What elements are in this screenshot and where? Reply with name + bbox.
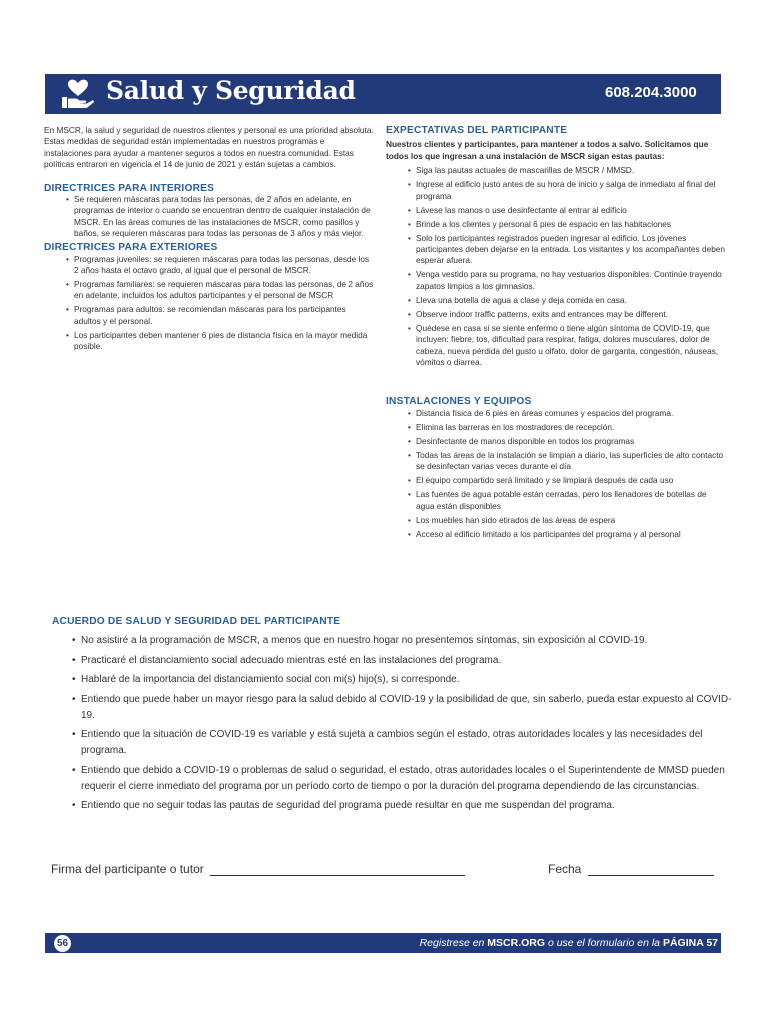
list-item: • Quédese en casa si se siente enfermo o tiene algún síntoma de COVID-19, que incluyen: fiebre, tos, dificultad para respirar, fatiga, dolores musculares, dolor de cabeza, nueva pérdida del gusto u olfato, dolor de garganta, congestión, náuseas, vómitos o diarrea. bbox=[386, 323, 726, 369]
phone-number: 608.204.3000 bbox=[605, 84, 697, 101]
page-reference: PÁGINA 57 bbox=[662, 937, 718, 949]
list-item: • Distancia física de 6 pies en áreas comunes y espacios del programa. bbox=[386, 408, 726, 419]
site-link[interactable]: MSCR.ORG bbox=[487, 937, 546, 949]
list-item: • Entiendo que no seguir todas las pautas de seguridad del programa puede resultar en que me suspendan del programa. bbox=[52, 798, 732, 814]
right-column bbox=[386, 125, 726, 543]
agreement-heading: ACUERDO DE SALUD Y SEGURIDAD DEL PARTICIPANTE bbox=[52, 616, 341, 627]
list-item: • Los participantes deben mantener 6 pies de distancia física en la mayor medida posible. bbox=[44, 330, 374, 353]
list-item: • Lávese las manos o use desinfectante al entrar al edificio bbox=[386, 205, 726, 216]
indoor-heading: DIRECTRICES PARA INTERIORES bbox=[44, 182, 215, 194]
list-item: • Solo los participantes registrados pueden ingresar al edificio. Los jóvenes participantes deben dejarse en la entrada. Los visitantes y los acompañantes deben esperar afuera. bbox=[386, 233, 726, 267]
list-item: • Programas juveniles: se requieren máscaras para todas las personas, desde los 2 años hasta el octavo grado, al igual que el personal de MSCR. bbox=[44, 254, 374, 277]
list-item: • Entiendo que la situación de COVID-19 es variable y está sujeta a cambios según el estado, otras autoridades locales y las necesidades del programa. bbox=[52, 727, 732, 759]
signature-field[interactable] bbox=[51, 862, 465, 876]
list-item: • Ingrese al edificio justo antes de su hora de inicio y salga de inmediato al final del programa bbox=[386, 179, 726, 202]
list-item: • Brinde a los clientes y personal 6 pies de espacio en las habitaciones bbox=[386, 219, 726, 230]
list-item: • Programas familiares: se requieren máscaras para todas las personas, de 2 años en adelante, incluidos los adultos participantes y el personal de MSCR bbox=[44, 279, 374, 302]
outdoor-heading: DIRECTRICES PARA EXTERIORES bbox=[44, 242, 218, 254]
facilities-heading: INSTALACIONES Y EQUIPOS bbox=[386, 396, 532, 408]
expectations-heading: EXPECTATIVAS DEL PARTICIPANTE bbox=[386, 125, 568, 136]
list-item: • Entiendo que debido a COVID-19 o problemas de salud o seguridad, el estado, otras autoridades locales o el Superintendente de MMSD pueden requerir el cierre inmediato del programa por un período corto de tiempo o por la duración del programa dependiendo de las circunstancias. bbox=[52, 763, 732, 795]
intro-paragraph: En MSCR, la salud y seguridad de nuestros clientes y personal es una prioridad absoluta. Estas medidas de seguridad están implementadas en nuestros programas e instalaciones para ayudar a mantener seguros a todos en nuestra comunidad. Estas políticas entraron en vigencia el 14 de junio de 2021 y están sujetas a cambios. bbox=[44, 125, 374, 170]
list-item: • Los muebles han sido etirados de las áreas de espera bbox=[386, 515, 726, 526]
list-item: • Desinfectante de manos disponible en todos los programas bbox=[386, 436, 726, 447]
list-item: • Acceso al edificio limitado a los participantes del programa y al personal bbox=[386, 529, 726, 540]
facilities-list bbox=[386, 408, 726, 540]
footer-text bbox=[420, 937, 718, 949]
list-item: • El equipo compartido será limitado y se limpiará después de cada uso bbox=[386, 475, 726, 486]
list-item: • Elimina las barreras en los mostradores de recepción. bbox=[386, 422, 726, 433]
list-item: • Practicaré el distanciamiento social adecuado mientras esté en las instalaciones del programa. bbox=[52, 653, 732, 669]
hand-heart-icon bbox=[60, 75, 96, 111]
list-item: • Venga vestido para su programa, no hay vestuarios disponibles. Continúe trayendo zapatos limpios a los gimnasios. bbox=[386, 269, 726, 292]
page-title: Salud y Seguridad bbox=[106, 76, 356, 105]
agreement-section bbox=[52, 614, 732, 818]
indoor-list bbox=[44, 194, 374, 240]
list-item: • Todas las áreas de la instalación se limpian a diario, las superficies de alto contacto se desinfectan varias veces durante el día bbox=[386, 450, 726, 473]
footer-middle: o use el formulario en la bbox=[545, 937, 663, 949]
list-item: • Programas para adultos: se recomiendan máscaras para los participantes adultos y el personal. bbox=[44, 304, 374, 327]
agreement-list bbox=[52, 633, 732, 814]
expectations-list bbox=[386, 165, 726, 368]
expectations-lead: Nuestros clientes y participantes, para mantener a todos a salvo. Solicitamos que todos los que ingresan a una instalación de MSCR sigan estas pautas: bbox=[386, 139, 709, 161]
footer-prefix: Registrese en bbox=[419, 937, 488, 949]
list-item: • Entiendo que puede haber un mayor riesgo para la salud debido al COVID-19 y la posibilidad de que, sin saberlo, pueda estar expuesto al COVID-19. bbox=[52, 692, 732, 724]
list-item: • Observe indoor traffic patterns, exits and entrances may be different. bbox=[386, 309, 726, 320]
list-item: • Se requieren máscaras para todas las personas, de 2 años en adelante, en programas de interior o cuando se encuentran dentro de cualquier instalación de MSCR. En las áreas comunes de las instalaciones de MSCR, como pasillos y baños, se requieren máscaras para todas las personas de 3 años y más viejor. bbox=[44, 194, 374, 240]
outdoor-list bbox=[44, 254, 374, 353]
list-item: • Siga las pautas actuales de mascarillas de MSCR / MMSD. bbox=[386, 165, 726, 176]
date-field[interactable] bbox=[548, 862, 714, 876]
date-line[interactable] bbox=[588, 864, 714, 876]
signature-line[interactable] bbox=[210, 864, 465, 876]
list-item: • Hablaré de la importancia del distanciamiento social con mi(s) hijo(s), si corresponde. bbox=[52, 672, 732, 688]
list-item: • Lleva una botella de agua a clase y deja comida en casa. bbox=[386, 295, 726, 306]
list-item: • Las fuentes de agua potable están cerradas, pero los llenadores de botellas de agua están disponibles bbox=[386, 489, 726, 512]
left-column bbox=[44, 125, 374, 355]
list-item: • No asistiré a la programación de MSCR, a menos que en nuestro hogar no presentemos síntomas, sin exposición al COVID-19. bbox=[52, 633, 732, 649]
page-number: 56 bbox=[54, 935, 71, 952]
signature-label: Firma del participante o tutor bbox=[51, 862, 204, 876]
date-label: Fecha bbox=[548, 862, 582, 876]
